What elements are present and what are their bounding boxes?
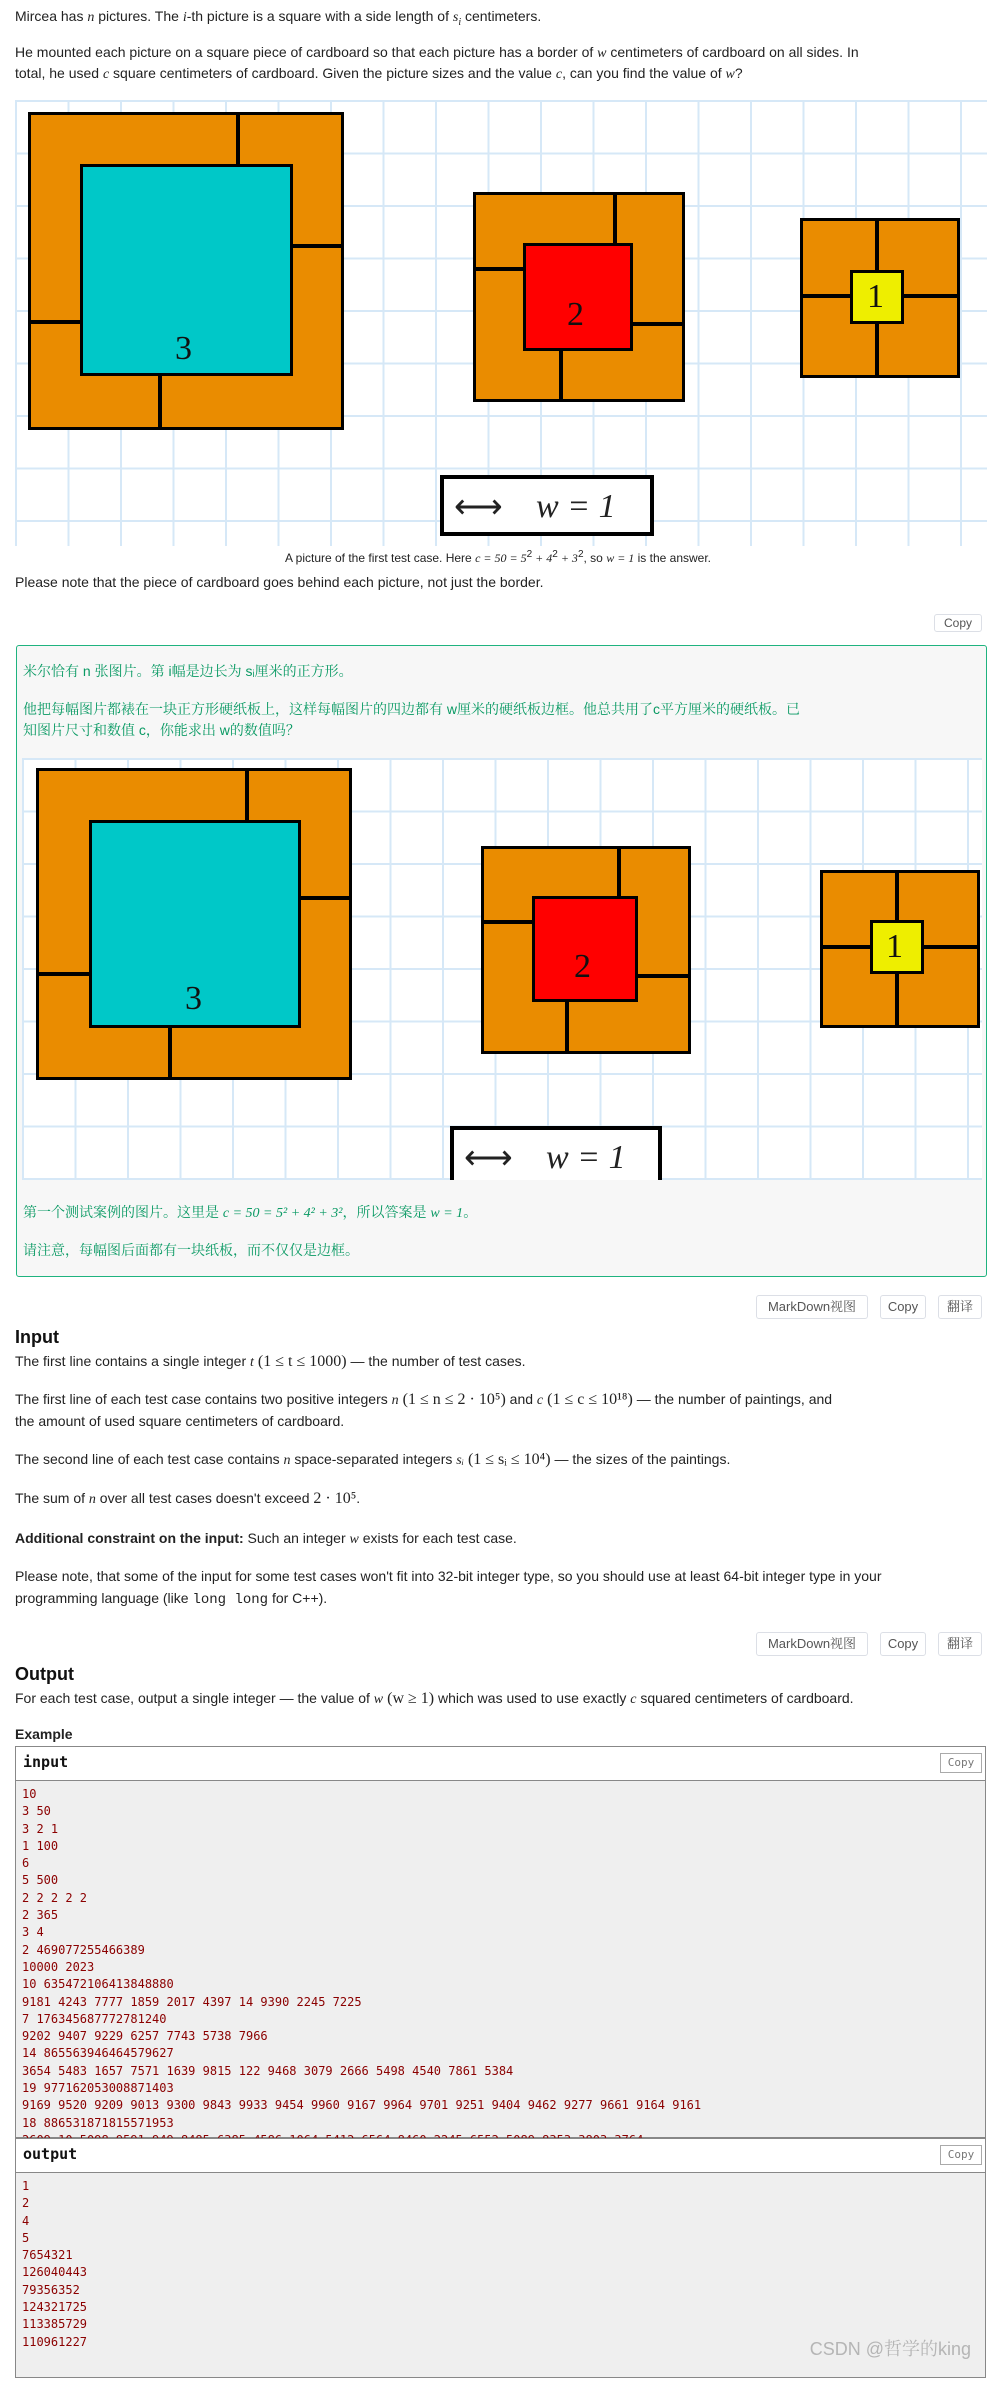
math-constraint: (1 ≤ sᵢ ≤ 10⁴) [463,1451,551,1468]
sample-line: 3 2 1 [22,1821,59,1836]
border-arrow-icon [613,195,617,243]
text: 第一个测试案例的图片。这里是 [23,1204,223,1220]
border-arrow-icon [236,115,240,164]
input-paragraph-6-line-2 [15,1588,327,1610]
text: 。 [463,1204,478,1220]
text: The second line of each test case contains [15,1451,284,1467]
math-n: n [87,10,95,25]
math-n: n [88,1492,96,1507]
border-arrow-icon [875,221,879,270]
sample-output-header [16,2139,985,2173]
sample-line: 14 865563946464579627 [22,2046,174,2061]
picture-1-label: 1 [867,278,884,315]
translation-line-2b: 知图片尺寸和数值 c，你能求出 w的数值吗？ [23,722,300,738]
math-constraint: (1 ≤ n ≤ 2 · 10⁵) [398,1391,506,1408]
text: pictures. The [94,8,183,24]
border-arrow-icon [633,322,683,326]
math-sup: 2 [526,549,533,560]
input-paragraph-4 [15,1488,360,1510]
sample-line: 3 50 [22,1804,51,1819]
copy-button[interactable]: Copy [880,1632,926,1656]
math-sup: 2 [552,549,558,560]
sample-line: 124321725 [22,2300,88,2315]
text: -th picture is a square with a side length of [186,8,453,24]
text: centimeters of cardboard on all sides. In [606,44,859,60]
math-w: w [597,46,607,61]
border-arrow-icon [476,267,523,271]
math-c: c [102,67,110,82]
text: square centimeters of cardboard. Given the picture sizes and the value [109,65,556,81]
copy-button[interactable]: Copy [880,1295,926,1319]
sample-line: 2 [22,2196,30,2211]
bold-label: Additional constraint on the input: [15,1530,244,1546]
text: — the number of test cases. [346,1353,526,1369]
cardboard-figure [15,100,987,546]
figure-caption [0,549,996,567]
border-arrow-icon [875,324,879,375]
picture-1-label: 1 [886,928,903,965]
math-s: sᵢ [456,1453,464,1468]
text: Such an integer [243,1530,350,1546]
text: ? [734,65,743,81]
text: centimeters. [461,8,542,24]
translate-button[interactable]: 翻译 [938,1295,982,1319]
sample-line: 79356352 [22,2282,80,2297]
sample-input-content [16,1781,985,2149]
sample-line: 10000 2023 [22,1959,95,1974]
math-bound: 2 · 10⁵ [313,1490,357,1507]
math-w: w [373,1692,384,1707]
math-w: w [725,67,735,82]
border-arrow-icon [293,244,342,248]
legend-text: w = 1 [536,488,616,525]
sample-line: 113385729 [22,2317,88,2332]
text: A picture of the first test case. Here [284,551,476,565]
border-arrow-icon [803,294,850,298]
translation-line-1: 米尔恰有 n 张图片。第 i幅是边长为 sᵢ厘米的正方形。 [23,663,353,679]
text: exists for each test case. [358,1530,517,1546]
sample-line: 18 886531871815571953 [22,2115,174,2130]
text: over all test cases doesn't exceed [95,1490,314,1506]
math-eq: + 3 [557,551,578,565]
border-arrow-icon [245,771,249,820]
text: and [505,1391,537,1407]
sample-line: 2 469077255466389 [22,1942,145,1957]
text: space-separated integers [290,1451,457,1467]
translation-note: 请注意，每幅图后面都有一块纸板，而不仅仅是边框。 [23,1242,359,1258]
math-constraint: (w ≥ 1) [383,1690,435,1707]
sample-output-content [16,2173,985,2351]
sample-line: 10 [22,1787,37,1801]
sample-line: 3 4 [22,1925,44,1940]
math-w: w = 1 [606,551,635,565]
picture-2-label: 2 [574,948,591,985]
text: For each test case, output a single integer — the value of [15,1690,374,1706]
sample-line: 4 [22,2213,30,2228]
border-arrow-icon [617,849,621,896]
border-arrow-icon [39,972,89,976]
border-arrow-icon [484,920,532,924]
text: , can you find the value of [562,65,726,81]
border-arrow-icon [559,351,563,400]
math-c: c [555,67,563,82]
math-c: c [536,1393,544,1408]
text: for C++). [268,1590,328,1606]
math-sub-i: i [458,16,462,28]
sample-input-title: input [23,1753,69,1771]
border-arrow-icon [823,945,870,949]
text: . [356,1490,361,1506]
sample-line: 126040443 [22,2265,88,2280]
sample-line: 5 500 [22,1873,59,1888]
border-arrow-icon [565,1002,569,1051]
sample-line: 7 176345687772781240 [22,2011,167,2026]
sample-line: 19 977162053008871403 [22,2081,174,2096]
sample-line: 1 [22,2179,30,2193]
border-arrow-icon [168,1028,172,1078]
sample-input-box [15,1746,986,2138]
math-n: n [391,1393,399,1408]
statement-paragraph-2-line-2 [15,63,743,85]
picture-2-label: 2 [567,296,584,333]
text: Mircea has [15,8,88,24]
copy-input-button[interactable]: Copy [940,1753,982,1773]
sample-line: 6 [22,1856,30,1871]
sample-line: 2 2 2 2 2 [22,1890,88,1905]
sample-input-header [16,1747,985,1781]
markdown-view-button[interactable]: MarkDown视图 [756,1295,868,1319]
sample-line: 10 635472106413848880 [22,1977,174,1992]
text: squared centimeters of cardboard. [636,1690,854,1706]
sample-line: 9202 9407 9229 6257 7743 5738 7966 [22,2029,268,2044]
math-w: w = 1 [430,1206,464,1221]
border-arrow-icon [158,376,162,427]
text: , so [583,551,607,565]
translate-button[interactable]: 翻译 [938,1632,982,1656]
border-arrow-icon [638,974,688,978]
input-paragraph-2-line-1 [15,1389,832,1411]
input-paragraph-3 [15,1449,730,1471]
output-paragraph-1 [15,1688,854,1710]
text: The first line contains a single integer [15,1353,251,1369]
markdown-view-button[interactable]: MarkDown视图 [756,1632,868,1656]
math-sup: 2 [577,549,584,560]
math-i: i [182,10,187,25]
math-s: s [452,10,459,25]
text: He mounted each picture on a square piece of cardboard so that each picture has a border of [15,44,598,60]
translation-figure [22,758,982,1180]
example-title: Example [15,1726,73,1742]
statement-paragraph-2-line-1 [15,42,859,64]
border-arrow-icon [31,320,80,324]
input-paragraph-6-line-1: Please note, that some of the input for some test cases won't fit into 32-bit integer type, so you should use at least 64-bit integer type in your [15,1568,882,1584]
sample-line: 9169 9520 9209 9013 9300 9843 9933 9454 9960 9167 9964 9701 9251 9404 9462 9277 9661 9164 9161 [22,2098,702,2113]
input-paragraph-2-line-2: the amount of used square centimeters of cardboard. [15,1413,345,1429]
sample-line: 9181 4243 7777 1859 2017 4397 14 9390 2245 7225 [22,1994,362,2009]
math-eq: c = 50 = 5² + 4² + 3² [222,1206,343,1221]
sample-line: 7654321 [22,2248,73,2263]
border-arrow-icon [904,294,957,298]
math-eq: + 4 [532,551,553,565]
picture-3-label: 3 [185,980,202,1017]
translation-line-2a: 他把每幅图片都裱在一块正方形硬纸板上，这样每幅图片的四边都有 w厘米的硬纸板边框。他总共用了c平方厘米的硬纸板。已 [23,701,800,717]
math-t: t [250,1355,254,1370]
legend-text: w = 1 [546,1139,626,1176]
math-n: n [283,1453,291,1468]
sample-line: 3654 5483 1657 7571 1639 9815 122 9468 3079 2666 5498 4540 7861 5384 [22,2063,514,2078]
text: is the answer. [634,551,712,565]
border-arrow-icon [895,974,899,1025]
output-section-title: Output [15,1664,74,1684]
legend-box [440,475,654,536]
double-arrow-icon: ⟷ [464,1139,513,1177]
text: ，所以答案是 [342,1204,431,1220]
text: — the number of paintings, and [632,1391,833,1407]
border-arrow-icon [924,945,977,949]
input-paragraph-5 [15,1528,517,1550]
border-arrow-icon [895,873,899,920]
sample-line: 2 365 [22,1908,59,1923]
math-constraint: (1 ≤ c ≤ 10¹⁸) [543,1391,633,1408]
sample-line: 1 100 [22,1838,59,1853]
copy-output-button[interactable]: Copy [940,2145,982,2165]
statement-paragraph-1 [15,6,541,28]
picture-3-label: 3 [175,330,192,367]
text: programming language (like [15,1590,193,1606]
math-c: c [630,1692,637,1707]
sample-line: 110961227 [22,2334,88,2349]
math-constraint: (1 ≤ t ≤ 1000) [253,1353,347,1370]
math-eq: c = 50 = 5 [475,551,527,565]
border-arrow-icon [301,896,349,900]
legend-box [450,1126,662,1180]
text: — the sizes of the paintings. [550,1451,731,1467]
double-arrow-icon: ⟷ [454,488,503,526]
sample-output-box [15,2138,986,2378]
translation-box [16,645,987,1277]
copy-statement-button[interactable]: Copy [934,614,982,632]
sample-line: 5 [22,2230,30,2245]
sample-output-title: output [23,2145,78,2163]
math-w: w [349,1532,359,1547]
inline-code: long long [192,1592,269,1608]
translation-caption [23,1201,477,1225]
text: The first line of each test case contains two positive integers [15,1391,392,1407]
text: which was used to use exactly [434,1690,631,1706]
text: The sum of [15,1490,89,1506]
input-section-title: Input [15,1327,59,1347]
input-paragraph-1 [15,1351,526,1373]
watermark: CSDN @哲学的king [809,2339,971,2359]
statement-note: Please note that the piece of cardboard goes behind each picture, not just the border. [15,574,544,590]
text: total, he used [15,65,103,81]
